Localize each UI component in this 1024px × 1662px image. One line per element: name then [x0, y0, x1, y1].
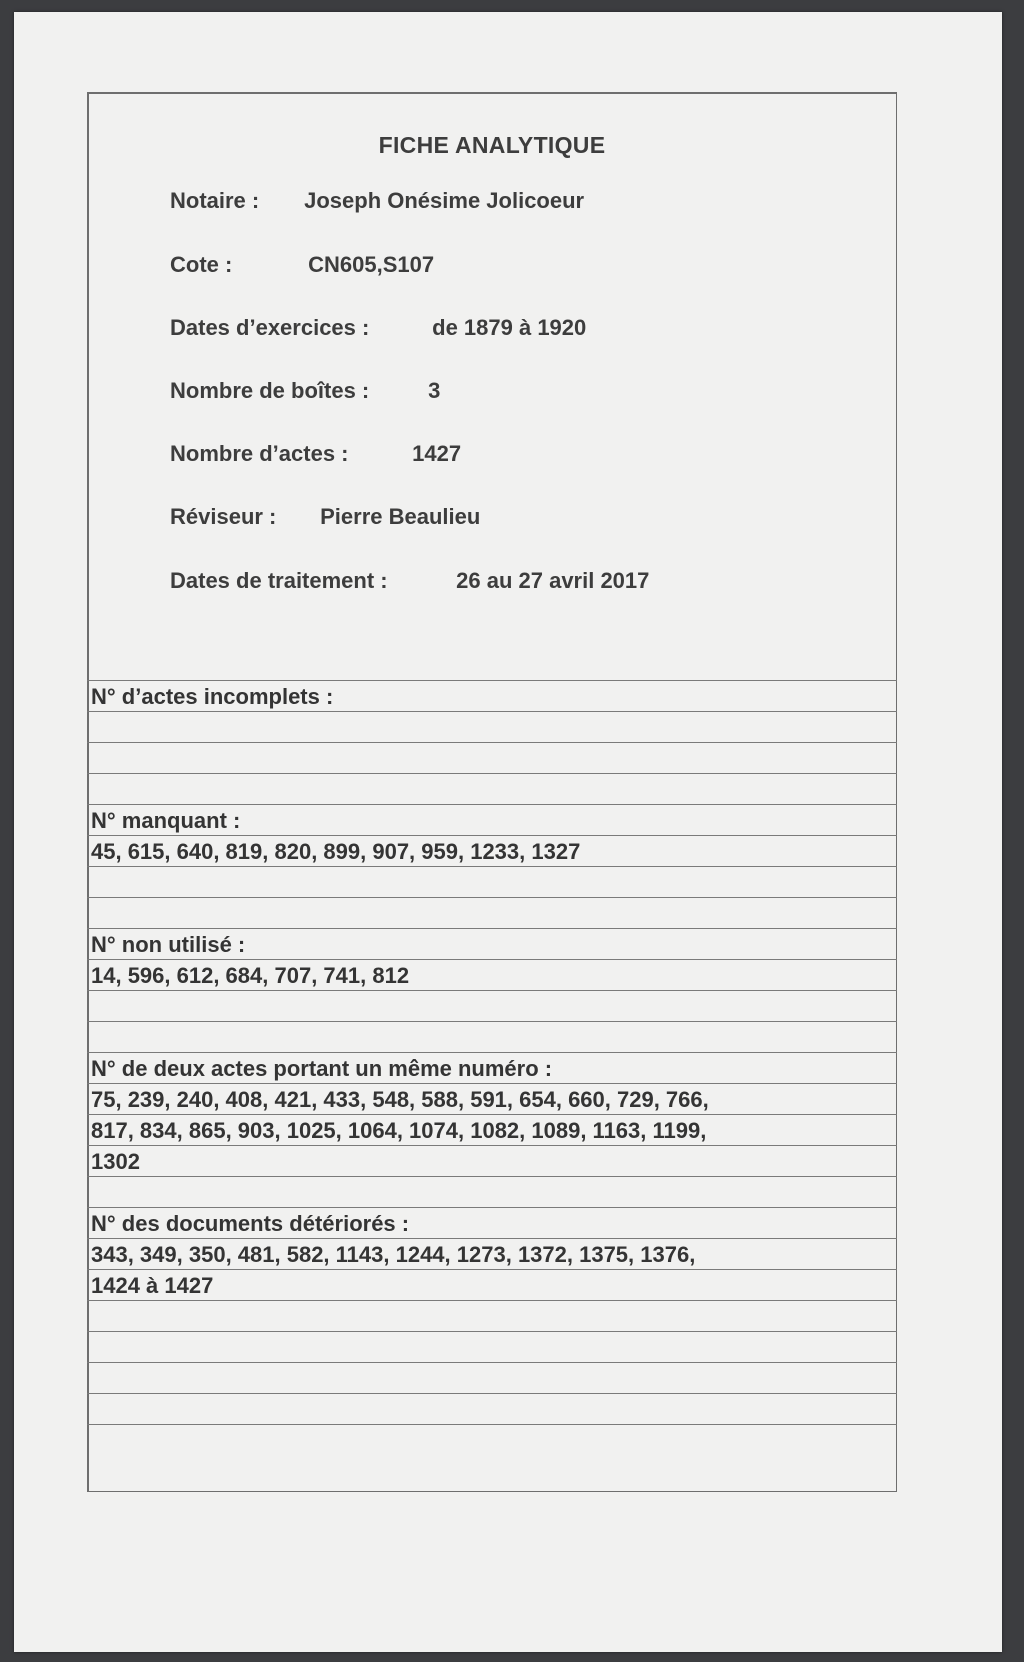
field-notaire-value: Joseph Onésime Jolicoeur	[304, 188, 585, 213]
manquant-line-2	[87, 866, 897, 897]
manquant-heading: N° manquant :	[87, 804, 897, 835]
deteriores-line-1: 343, 349, 350, 481, 582, 1143, 1244, 1273, 1372, 1375, 1376,	[87, 1238, 897, 1269]
deteriores-line-7	[87, 1424, 897, 1455]
deteriores-heading: N° des documents détériorés :	[87, 1207, 897, 1238]
deux-actes-line-3: 1302	[87, 1145, 897, 1176]
field-dates-exercices-label: Dates d’exercices :	[170, 315, 370, 340]
field-cote-label: Cote :	[170, 252, 233, 277]
deteriores-line-2: 1424 à 1427	[87, 1269, 897, 1300]
field-reviseur-label: Réviseur :	[170, 504, 277, 529]
deux-actes-line-1: 75, 239, 240, 408, 421, 433, 548, 588, 591, 654, 660, 729, 766,	[87, 1083, 897, 1114]
field-reviseur	[170, 504, 480, 530]
deux-actes-line-4	[87, 1176, 897, 1207]
field-cote-value: CN605,S107	[308, 252, 435, 277]
deteriores-line-3	[87, 1300, 897, 1331]
field-notaire-label: Notaire :	[170, 188, 260, 213]
document-page	[14, 12, 1002, 1652]
field-dates-traitement-value: 26 au 27 avril 2017	[456, 568, 650, 593]
frame-border-bottom	[87, 1491, 897, 1493]
form-frame	[87, 92, 897, 1492]
field-nombre-actes	[170, 441, 461, 467]
field-notaire	[170, 188, 584, 214]
non-utilise-line-2	[87, 990, 897, 1021]
field-nombre-boites-value: 3	[428, 378, 441, 403]
frame-border-top	[87, 92, 897, 94]
field-nombre-boites	[170, 378, 440, 404]
field-nombre-actes-value: 1427	[412, 441, 462, 466]
manquant-line-3	[87, 897, 897, 928]
non-utilise-heading: N° non utilisé :	[87, 928, 897, 959]
field-reviseur-value: Pierre Beaulieu	[320, 504, 481, 529]
manquant-line-1: 45, 615, 640, 819, 820, 899, 907, 959, 1233, 1327	[87, 835, 897, 866]
document-title: FICHE ANALYTIQUE	[378, 132, 606, 158]
field-dates-exercices-value: de 1879 à 1920	[432, 315, 587, 340]
incomplets-line-1	[87, 711, 897, 742]
deteriores-line-5	[87, 1362, 897, 1393]
field-nombre-actes-label: Nombre d’actes :	[170, 441, 349, 466]
incomplets-line-3	[87, 773, 897, 804]
field-dates-traitement	[170, 568, 649, 594]
non-utilise-line-3	[87, 1021, 897, 1052]
incomplets-heading: N° d’actes incomplets :	[87, 680, 897, 711]
deteriores-line-4	[87, 1331, 897, 1362]
deteriores-line-6	[87, 1393, 897, 1424]
non-utilise-line-1: 14, 596, 612, 684, 707, 741, 812	[87, 959, 897, 990]
incomplets-line-2	[87, 742, 897, 773]
field-nombre-boites-label: Nombre de boîtes :	[170, 378, 370, 403]
deux-actes-line-2: 817, 834, 865, 903, 1025, 1064, 1074, 1082, 1089, 1163, 1199,	[87, 1114, 897, 1145]
field-dates-traitement-label: Dates de traitement :	[170, 568, 388, 593]
ruled-section	[87, 680, 897, 1455]
field-cote	[170, 252, 434, 278]
deux-actes-heading: N° de deux actes portant un même numéro :	[87, 1052, 897, 1083]
field-dates-exercices	[170, 315, 586, 341]
